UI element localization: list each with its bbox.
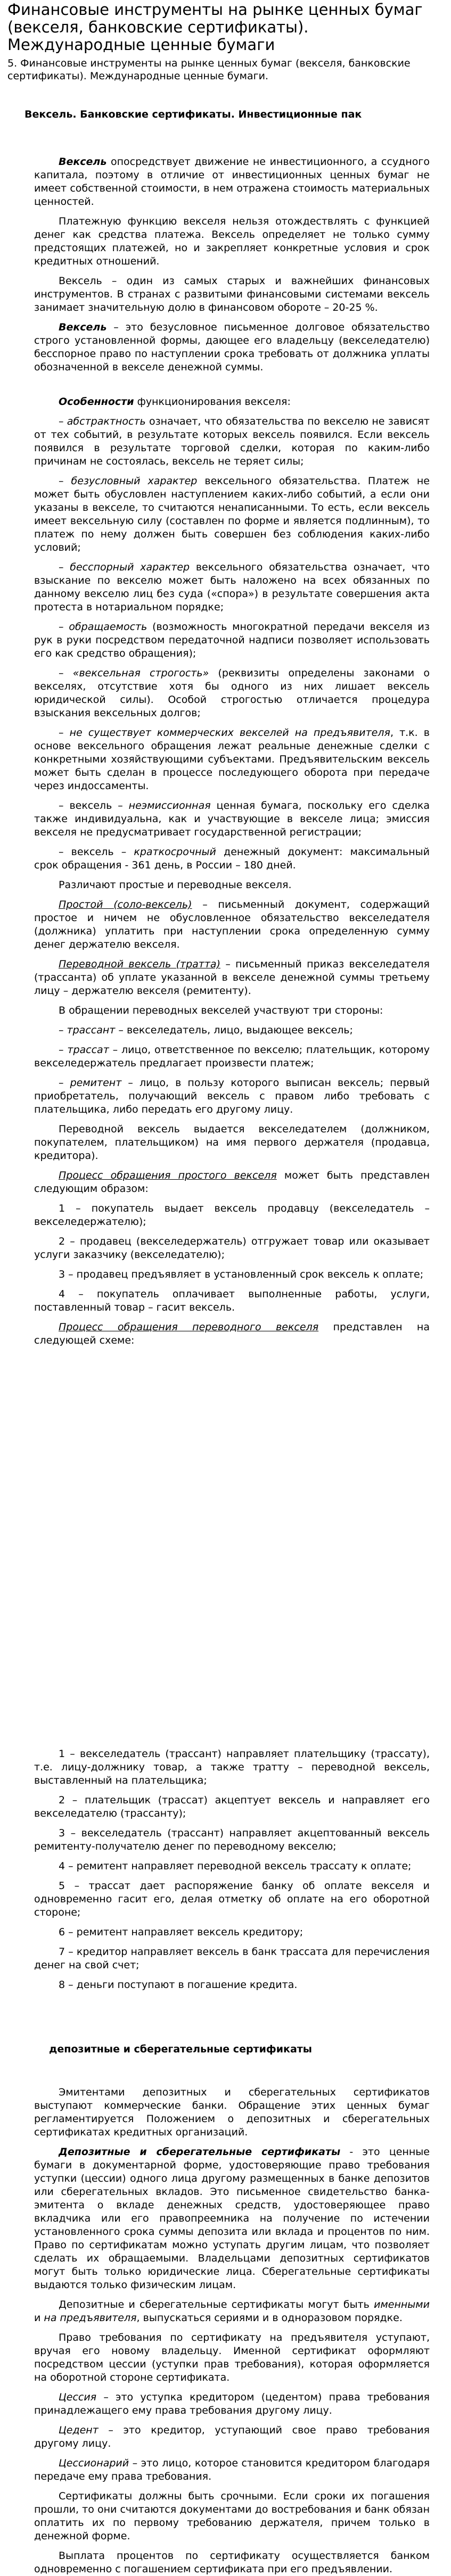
paragraph bbox=[34, 2391, 430, 2417]
term: «вексельная строгость» bbox=[72, 667, 209, 679]
list-item bbox=[34, 1024, 430, 1037]
paragraph-text: представлен на следующей схеме: bbox=[34, 1321, 430, 1346]
paragraph: Право требования по сертификату на предъявителя уступают, вручая его новому владельцу. Именной сертификат оформляют посредством цессии (уступки прав требования), которая оформляется на оборотной стороне сертификата. bbox=[34, 2332, 430, 2383]
dash: – bbox=[59, 727, 70, 739]
list-item bbox=[34, 415, 430, 468]
list-item: 1 – векселедатель (трассант) направляет плательщику (трассату), т.е. лицу-должнику товар, а также тратту – переводной вексель, выставленный на плательщика; bbox=[34, 1748, 430, 1786]
term: Переводной вексель (тратта) bbox=[59, 958, 220, 970]
term: Вексель bbox=[59, 321, 107, 333]
dash: – bbox=[59, 475, 71, 487]
paragraph bbox=[34, 155, 430, 209]
dash: – bbox=[59, 1077, 70, 1089]
term: Цессия bbox=[59, 2391, 97, 2403]
term: неэмиссионная bbox=[128, 800, 211, 811]
term: Вексель bbox=[59, 156, 107, 168]
dash: – bbox=[59, 1044, 68, 1056]
paragraph: В обращении переводных векселей участвуют три стороны: bbox=[59, 1005, 383, 1016]
dash: – вексель – bbox=[59, 800, 129, 811]
term: абстрактность bbox=[67, 416, 146, 427]
term: Цессионарий bbox=[59, 2457, 129, 2469]
term: бесспорный характер bbox=[70, 561, 190, 573]
paragraph-text: – это уступка кредитором (цедентом) права требования принадлежащего ему права требования другому лицу. bbox=[34, 2391, 430, 2416]
term: трассат bbox=[67, 1044, 109, 1056]
paragraph-text: – это безусловное письменное долговое обязательство строго установленной формы, дающее его владельцу (векселедателю) бесспорное право по наступлении срока требовать от должника уплаты обозначенной в векселе денежной суммы. bbox=[34, 321, 430, 373]
section-heading-certificates: депозитные и сберегательные сертификаты bbox=[49, 2043, 312, 2055]
paragraph-text: – лицо, ответственное по векселю; плательщик, которому векселедержатель предлагает произвести платеж; bbox=[34, 1044, 430, 1069]
term: Особенности bbox=[59, 396, 134, 408]
paragraph-text: опосредствует движение не инвестиционного, а ссудного капитала, поэтому в отличие от инвестиционных ценных бумаг не имеет собственной стоимости, в нем отражена стоимость материальных ценностей. bbox=[34, 156, 430, 208]
term: безусловный характер bbox=[71, 475, 198, 487]
paragraph: Платежную функцию векселя нельзя отождествлять с функцией денег как средства платежа. Вексель определяет не только сумму предстоящих платежей, но и закрепляет конкретные условия и срок кредитных отношений. bbox=[34, 216, 430, 267]
list-item bbox=[34, 667, 430, 720]
paragraph-text: - это ценные бумаги в документарной форме, удостоверяющие право требования уступки (цессии) одного лица другому размещенных в банке депозитов или сберегательных вкладов. Это письменное свидетельство банка-эмитента о вкладе денежных средств, удостоверяющее право вкладчика или его правопреемника на получение по истечении установленного срока суммы депозита или вклада и процентов по ним. Право по сертификатам можно уступать другим лицам, что позволяет сделать их обращаемыми. Владельцами депозитных сертификатов могут быть только юридические лица. Сберегательные сертификаты выдаются только физическим лицам. bbox=[34, 2146, 430, 2291]
page-subtitle: 5. Финансовые инструменты на рынке ценных бумаг (векселя, банковские сертификаты). Международные ценные бумаги. bbox=[7, 57, 411, 82]
dash: – bbox=[59, 621, 69, 633]
paragraph-text: – письменный приказ векселедателя (трассанта) об уплате указанной в векселе денежной суммы третьему лицу – держателю векселя (ремитенту). bbox=[34, 958, 430, 997]
list-item bbox=[34, 799, 430, 839]
term: Процесс обращения переводного векселя bbox=[59, 1321, 319, 1333]
paragraph bbox=[34, 321, 430, 374]
term: именными bbox=[374, 2299, 430, 2310]
paragraph-text: , выпускаться сериями и в одноразовом порядке. bbox=[136, 2312, 403, 2324]
scheme-placeholder bbox=[34, 1354, 430, 1747]
paragraph bbox=[34, 395, 430, 409]
list-item: 6 – ремитент направляет вексель кредитору; bbox=[59, 1926, 304, 1938]
dash: – bbox=[59, 416, 67, 427]
list-item: 7 – кредитор направляет вексель в банк трассата для перечисления денег на свой счет; bbox=[34, 1946, 430, 1971]
paragraph: Различают простые и переводные векселя. bbox=[59, 879, 292, 891]
article-body bbox=[7, 108, 440, 2576]
paragraph: Эмитентами депозитных и сберегательных сертификатов выступают коммерческие банки. Обращение этих ценных бумаг регламентируется Положением о депозитных и сберегательных сертификатах кредитных организаций. bbox=[34, 2086, 430, 2138]
paragraph-text: функционирования векселя: bbox=[134, 396, 291, 408]
paragraph-text: может быть представлен следующим образом: bbox=[34, 1170, 430, 1195]
paragraph bbox=[34, 2146, 430, 2292]
paragraph-text: , т.к. в основе вексельного обращения лежат реальные денежные сделки с конкретными хозяйствующими субъектами. Предъявительским вексель может быть сделан в процессе последующего оборота при передаче через индоссаменты. bbox=[34, 727, 430, 792]
paragraph-text: (возможность многократной передачи векселя из рук в руки посредством передаточной надписи позволяет использовать его как средство обращения); bbox=[34, 621, 430, 659]
term: на предъявителя bbox=[44, 2312, 137, 2324]
paragraph-text: ценная бумага, поскольку его сделка также индивидуальна, как и участвующие в векселе лица; эмиссия векселя не предусматривает государственной регистрации; bbox=[34, 800, 430, 838]
paragraph-text: – векселедатель, лицо, выдающее вексель; bbox=[115, 1024, 353, 1036]
term: ремитент bbox=[70, 1077, 122, 1089]
paragraph: Выплата процентов по сертификату осуществляется банком одновременно с погашением сертификата при его предъявлении. bbox=[34, 2550, 430, 2575]
section-heading-bills: Вексель. Банковские сертификаты. Инвестиционные пак bbox=[24, 109, 362, 120]
list-item bbox=[34, 561, 430, 614]
term: Цедент bbox=[59, 2424, 99, 2436]
list-item: 4 – покупатель оплачивает выполненные работы, услуги, поставленный товар – гасит вексель. bbox=[34, 1288, 430, 1313]
paragraph-text: вексельного обязательства. Платеж не может быть обусловлен наступлением каких-либо событий, а если они указаны в векселе, то считаются ненаписанными. То есть, если вексель имеет вексельную силу (составлен по форме и является подлинным), то платеж по нему должен быть совершен без соблюдения каких-либо условий; bbox=[34, 475, 430, 553]
term: не существует коммерческих векселей на предъявителя bbox=[69, 727, 390, 739]
paragraph bbox=[34, 958, 430, 998]
list-item bbox=[34, 1076, 430, 1116]
page-title: Финансовые инструменты на рынке ценных бумаг (векселя, банковские сертификаты). Международные ценные бумаги bbox=[7, 1, 423, 54]
term: трассант bbox=[67, 1024, 116, 1036]
list-item: 3 – векселедатель (трассант) направляет акцептованный вексель ремитенту-получателю денег по переводному векселю; bbox=[34, 1827, 430, 1852]
paragraph-text: – это кредитор, уступающий свое право требования другому лицу. bbox=[34, 2424, 430, 2449]
term: Простой (соло-вексель) bbox=[59, 899, 192, 910]
paragraph: Вексель – один из самых старых и важнейших финансовых инструментов. В странах с развитыми финансовыми системами вексель занимает значительную долю в финансовом обороте – 20-25 %. bbox=[34, 275, 430, 313]
paragraph-text: вексельного обязательства означает, что взыскание по векселю может быть наложено на всех обязанных по данному векселю лиц без суда («спора») в результате совершения акта протеста в нотариальном порядке; bbox=[34, 561, 430, 613]
paragraph-text: – это лицо, которое становится кредитором благодаря передаче ему права требования. bbox=[34, 2457, 430, 2482]
paragraph-text: (реквизиты определены законами о векселях, отсутствие хотя бы одного из них лишает вексель юридической силы). Особой строгостью отличается процедура взыскания вексельных долгов; bbox=[34, 667, 430, 719]
term: обращаемость bbox=[69, 621, 147, 633]
list-item: 1 – покупатель выдает вексель продавцу (векселедатель – векселедержателю); bbox=[34, 1203, 430, 1228]
dash: – вексель – bbox=[59, 846, 134, 858]
dash: – bbox=[59, 1024, 67, 1036]
dash: – bbox=[59, 561, 70, 573]
paragraph-text: денежный документ: максимальный срок обращения - 361 день, в России – 180 дней. bbox=[34, 846, 430, 871]
paragraph-text: означает, что обязательства по векселю не зависят от тех событий, в результате которых вексель появился. Если вексель появился в результате торговой сделки, которая по каким-либо причинам не состоялась, вексель не теряет силы; bbox=[34, 416, 430, 467]
dash: – bbox=[59, 667, 73, 679]
paragraph: Переводной вексель выдается векселедателем (должником, покупателем, плательщиком) на имя первого держателя (продавца, кредитора). bbox=[34, 1123, 430, 1162]
term: краткосрочный bbox=[134, 846, 216, 858]
list-item bbox=[34, 726, 430, 793]
paragraph: Сертификаты должны быть срочными. Если сроки их погашения прошли, то они считаются документами до востребования и банк обязан оплатить их по первому требованию держателя, причем только в денежной форме. bbox=[34, 2490, 430, 2542]
paragraph-text: и bbox=[34, 2312, 44, 2324]
list-item: 8 – деньги поступают в погашение кредита. bbox=[59, 1979, 298, 1991]
paragraph bbox=[34, 898, 430, 951]
list-item: 4 – ремитент направляет переводной вексель трассату к оплате; bbox=[59, 1860, 412, 1872]
list-item bbox=[34, 620, 430, 660]
list-item: 2 – плательщик (трассат) акцептует вексель и направляет его векселедателю (трассанту); bbox=[34, 1794, 430, 1819]
paragraph bbox=[34, 2457, 430, 2483]
term: Депозитные и сберегательные сертификаты bbox=[59, 2146, 341, 2158]
paragraph-text: – письменный документ, содержащий простое и ничем не обусловленное обязательство векселедателя (должника) уплатить при наступлении срока определенную сумму денег держателю векселя. bbox=[34, 899, 430, 950]
term: Процесс обращения простого векселя bbox=[59, 1170, 277, 1181]
paragraph bbox=[34, 1321, 430, 1347]
paragraph bbox=[34, 1169, 430, 1196]
list-item bbox=[34, 846, 430, 872]
paragraph-text: – лицо, в пользу которого выписан вексель; первый приобретатель, получающий вексель с правом либо требовать с плательщика, либо передать его другому лицу. bbox=[34, 1077, 430, 1115]
list-item: 3 – продавец предъявляет в установленный срок вексель к оплате; bbox=[59, 1269, 424, 1280]
list-item bbox=[34, 1043, 430, 1070]
list-item: 5 – трассат дает распоряжение банку об оплате векселя и одновременно гасит его, делая отметку об оплате на его оборотной стороне; bbox=[34, 1880, 430, 1918]
list-item bbox=[34, 475, 430, 554]
list-item: 2 – продавец (векселедержатель) отгружает товар или оказывает услуги заказчику (векселедателю); bbox=[34, 1236, 430, 1261]
paragraph-text: Депозитные и сберегательные сертификаты могут быть bbox=[59, 2299, 374, 2310]
paragraph bbox=[34, 2298, 430, 2325]
paragraph bbox=[34, 2424, 430, 2450]
